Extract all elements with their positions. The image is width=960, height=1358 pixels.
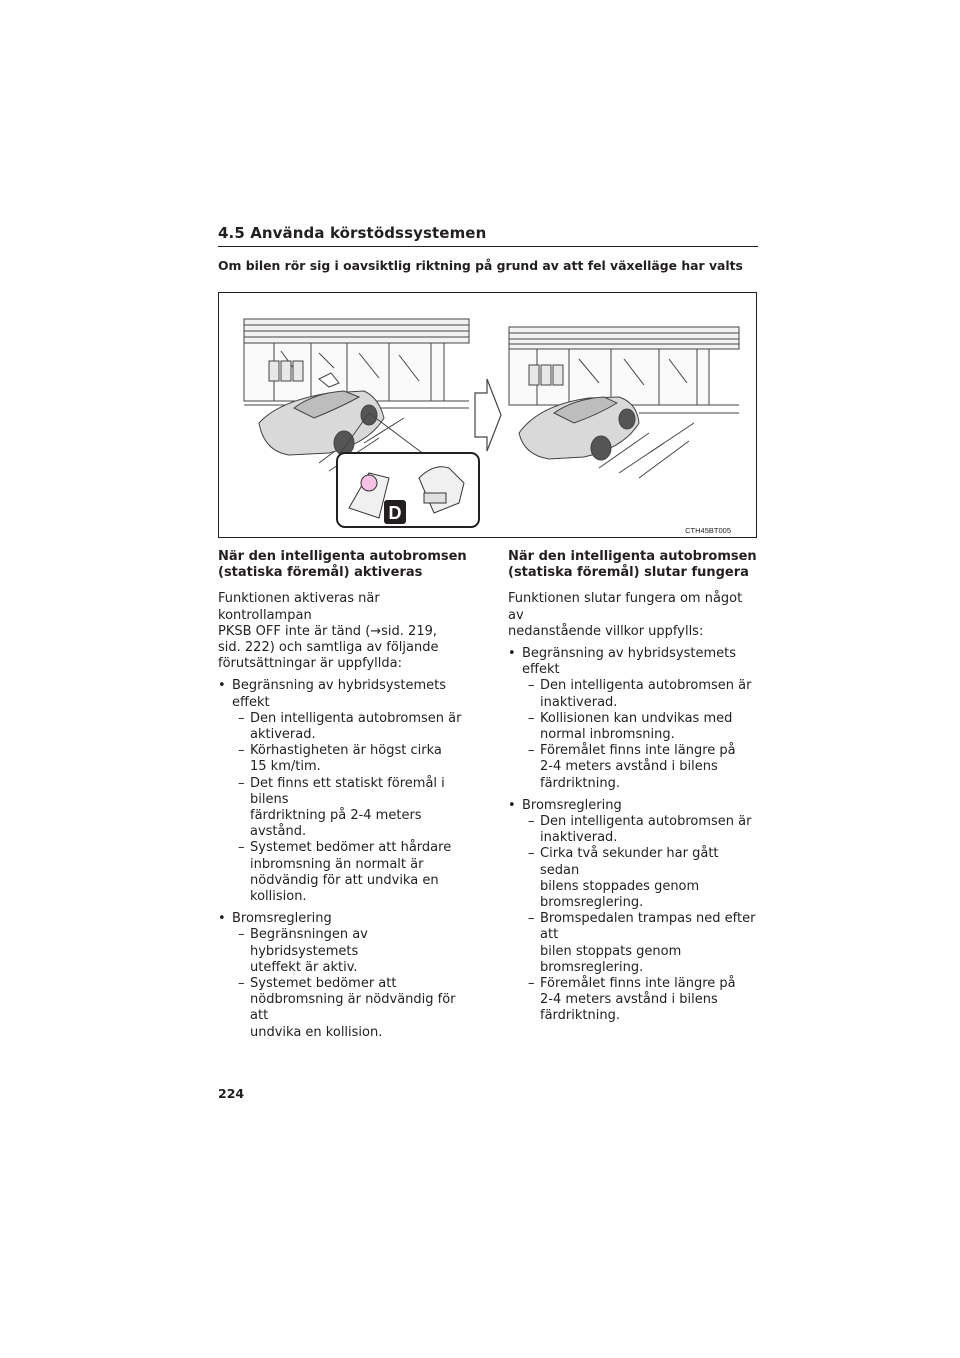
text-line: bilen stoppats genom	[540, 943, 682, 959]
left-intro-line: PKSB OFF inte är tänd (→sid. 219,	[218, 623, 438, 639]
text-line: 15 km/tim.	[250, 759, 321, 775]
text-line: nödvändig för att undvika en	[250, 872, 439, 888]
right-intro-line: Funktionen slutar fungera om något av	[508, 591, 743, 623]
text-line: Systemet bedömer att hårdare	[250, 840, 452, 856]
text-line: inaktiverad.	[540, 694, 618, 710]
text-line: färdriktning på 2-4 meters avstånd.	[250, 808, 422, 840]
bullet-item	[508, 646, 758, 792]
left-heading-line: När den intelligenta autobromsen	[218, 549, 467, 564]
text-line: färdriktning.	[540, 775, 620, 791]
dash-item	[528, 743, 758, 792]
dash-list	[522, 678, 758, 791]
dash-item	[238, 927, 468, 976]
left-intro-line: sid. 222) och samtliga av följande	[218, 640, 439, 656]
text-line: Det finns ett statiskt föremål i bilens	[250, 775, 445, 807]
dash-item	[528, 911, 758, 976]
text-line: Begränsning av hybridsystemets	[522, 646, 737, 662]
dash-item	[238, 743, 468, 775]
bullet-item	[218, 911, 468, 1041]
text-line: Föremålet finns inte längre på	[540, 743, 736, 759]
dash-item	[238, 776, 468, 841]
dash-item	[528, 814, 758, 846]
left-bullet-list	[218, 678, 468, 1040]
page-subtitle: Om bilen rör sig i oavsiktlig riktning på grund av att fel växelläge har valts	[218, 258, 743, 273]
left-intro-line: Funktionen aktiveras när kontrollampan	[218, 591, 380, 623]
text-line: bromsreglering.	[540, 959, 644, 975]
gear-d-label: D	[388, 503, 402, 523]
text-line: Begränsning av hybridsystemets	[232, 678, 447, 694]
text-line: inaktiverad.	[540, 830, 618, 846]
text-line: inbromsning än normalt är	[250, 856, 424, 872]
right-heading-line: När den intelligenta autobromsen	[508, 549, 757, 564]
text-line: Begränsningen av hybridsystemets	[250, 927, 368, 959]
bullet-title	[522, 646, 736, 677]
dash-item	[238, 976, 468, 1041]
text-line: effekt	[232, 694, 270, 710]
figure-code: CTH45BT005	[685, 526, 731, 535]
dash-item	[238, 711, 468, 743]
dash-item	[528, 711, 758, 743]
right-heading-line: (statiska föremål) slutar fungera	[508, 565, 749, 581]
right-column	[508, 549, 758, 1031]
dash-list	[232, 711, 468, 905]
bullet-item	[218, 678, 468, 905]
text-line: Föremålet finns inte längre på	[540, 976, 736, 992]
bullet-title: Bromsreglering	[232, 911, 332, 927]
bullet-item	[508, 798, 758, 1025]
dash-list	[232, 927, 468, 1040]
right-heading	[508, 549, 758, 581]
text-line: Kollisionen kan undvikas med	[540, 710, 733, 726]
dash-item	[528, 976, 758, 1025]
left-intro-line: förutsättningar är uppfyllda:	[218, 656, 402, 672]
text-line: Bromspedalen trampas ned efter att	[540, 911, 756, 943]
bullet-title	[232, 678, 446, 709]
text-line: 2-4 meters avstånd i bilens	[540, 992, 718, 1008]
text-line: bilens stoppades genom	[540, 878, 700, 894]
illustration-figure	[218, 292, 757, 538]
text-line: uteffekt är aktiv.	[250, 959, 358, 975]
left-intro	[218, 591, 468, 672]
gear-inset	[337, 453, 479, 527]
text-line: Den intelligenta autobromsen är	[540, 814, 752, 830]
right-intro	[508, 591, 758, 640]
text-line: nödbromsning är nödvändig för att	[250, 992, 456, 1024]
text-line: effekt	[522, 662, 560, 678]
left-column	[218, 549, 468, 1047]
text-line: Cirka två sekunder har gått sedan	[540, 846, 719, 878]
section-title: 4.5 Använda körstödssystemen	[218, 224, 758, 247]
right-intro-line: nedanstående villkor uppfylls:	[508, 623, 704, 639]
text-line: Systemet bedömer att	[250, 976, 397, 992]
right-scene	[509, 327, 739, 478]
text-line: färdriktning.	[540, 1008, 620, 1024]
dash-item	[528, 678, 758, 710]
text-line: aktiverad.	[250, 727, 316, 743]
text-line: bromsreglering.	[540, 895, 644, 911]
transition-arrow-icon	[475, 379, 501, 451]
bullet-title: Bromsreglering	[522, 797, 622, 813]
text-line: kollision.	[250, 889, 307, 905]
text-line: 2-4 meters avstånd i bilens	[540, 759, 718, 775]
text-line: Körhastigheten är högst cirka	[250, 743, 442, 759]
left-heading	[218, 549, 468, 581]
parking-illustration	[219, 293, 756, 537]
text-line: Den intelligenta autobromsen är	[250, 710, 462, 726]
dash-list	[522, 814, 758, 1025]
left-scene	[244, 319, 469, 471]
text-line: normal inbromsning.	[540, 727, 675, 743]
text-line: Den intelligenta autobromsen är	[540, 678, 752, 694]
right-bullet-list	[508, 646, 758, 1025]
dash-item	[528, 846, 758, 911]
page-number: 224	[218, 1086, 245, 1101]
dash-item	[238, 840, 468, 905]
text-line: undvika en kollision.	[250, 1024, 383, 1040]
left-heading-line: (statiska föremål) aktiveras	[218, 565, 423, 581]
